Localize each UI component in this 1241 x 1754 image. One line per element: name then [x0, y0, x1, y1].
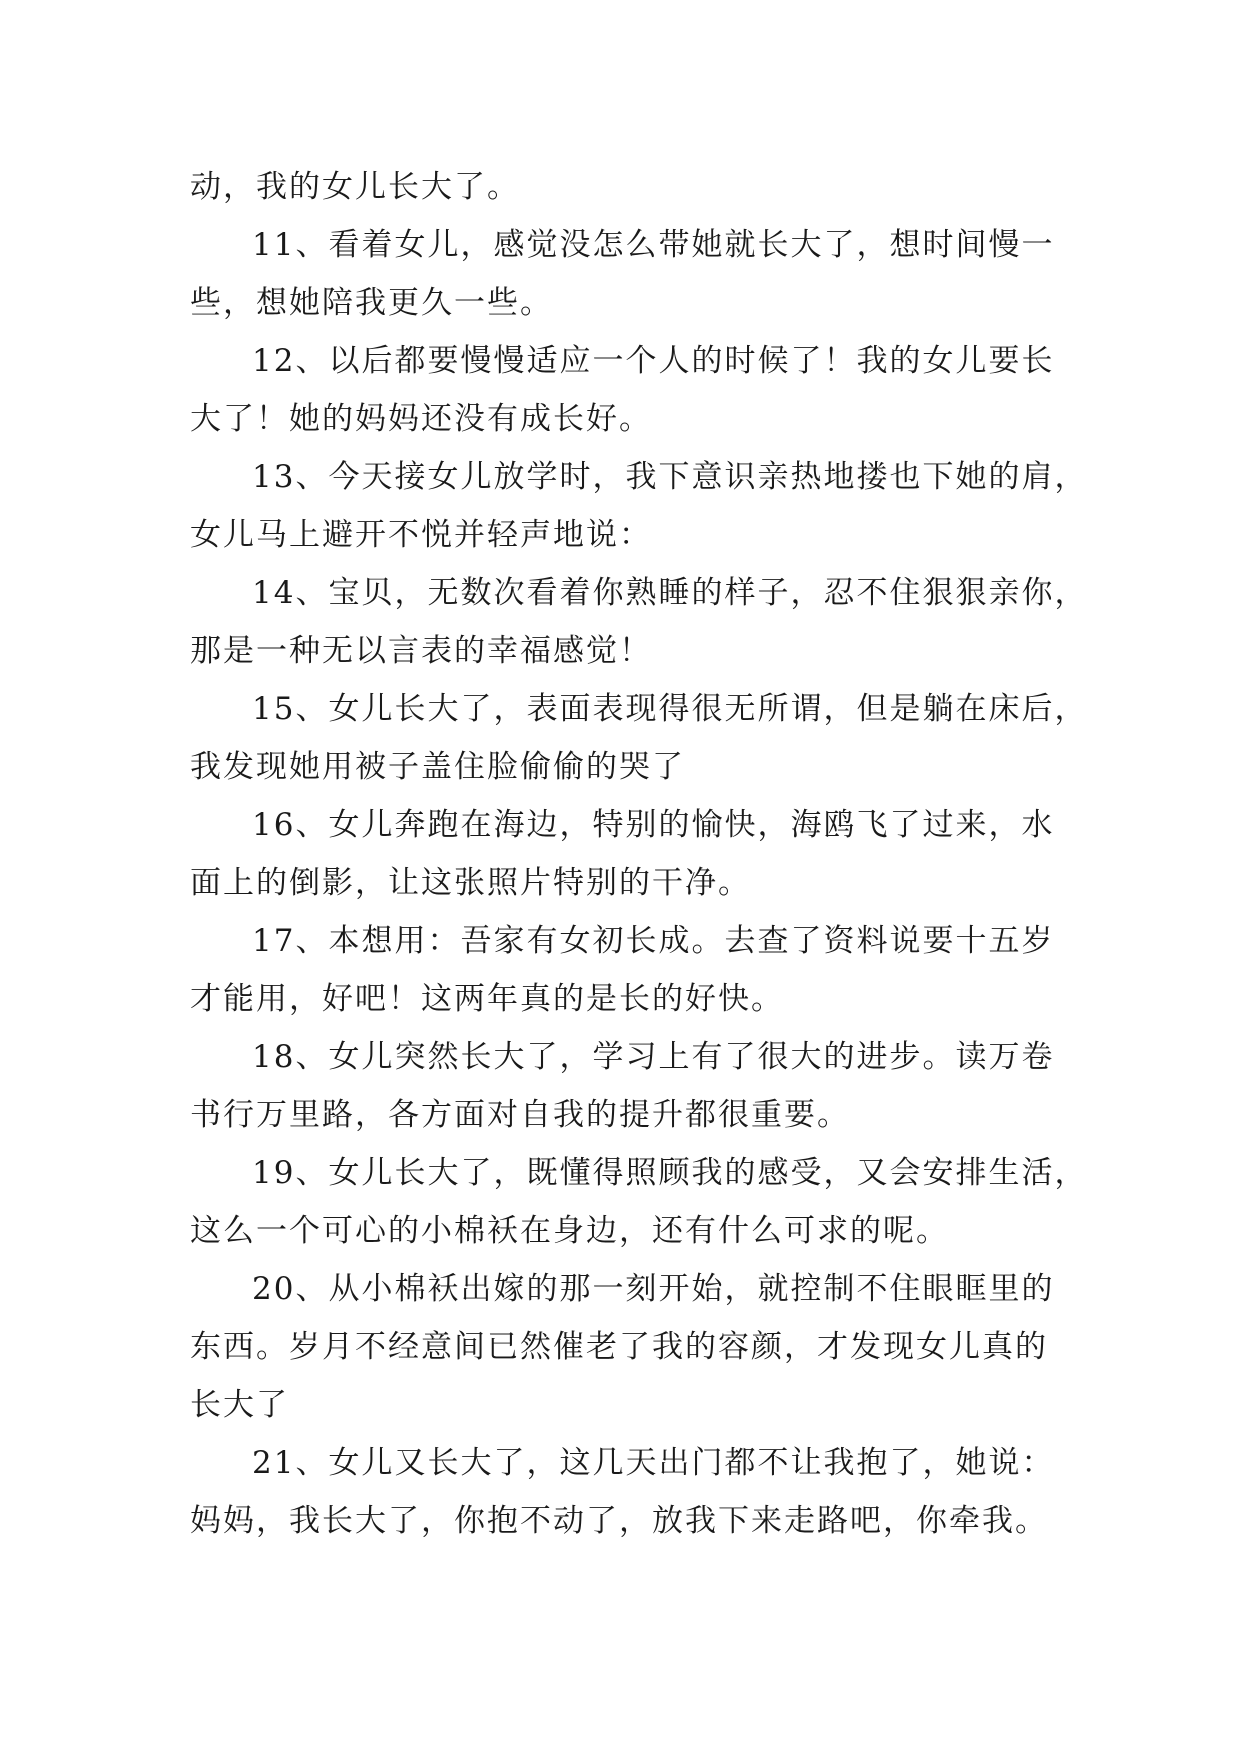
paragraph-item-11	[190, 216, 1070, 332]
paragraph-line: 我发现她用被子盖住脸偷偷的哭了	[190, 749, 685, 785]
paragraph-item-17	[190, 912, 1070, 1028]
paragraph-item-16	[190, 796, 1070, 912]
paragraph-line: 20、从小棉袄出嫁的那一刻开始，就控制不住眼眶里的	[252, 1271, 1055, 1307]
paragraph-item-13	[190, 448, 1088, 564]
paragraph-line: 东西。岁月不经意间已然催老了我的容颜，才发现女儿真的	[190, 1329, 1048, 1365]
paragraph-line: 那是一种无以言表的幸福感觉！	[190, 633, 652, 669]
paragraph-line: 才能用，好吧！这两年真的是长的好快。	[190, 981, 784, 1017]
paragraph-line: 大了！她的妈妈还没有成长好。	[190, 401, 652, 437]
paragraph-line: 21、女儿又长大了，这几天出门都不让我抱了，她说：	[252, 1445, 1055, 1481]
paragraph-continuation	[190, 158, 1070, 216]
paragraph-line: 16、女儿奔跑在海边，特别的愉快，海鸥飞了过来，水	[252, 807, 1055, 843]
paragraph-line: 些，想她陪我更久一些。	[190, 285, 553, 321]
paragraph-item-20	[190, 1260, 1070, 1434]
paragraph-line: 18、女儿突然长大了，学习上有了很大的进步。读万卷	[252, 1039, 1055, 1075]
paragraph-line: 动，我的女儿长大了。	[190, 169, 520, 205]
paragraph-item-14	[190, 564, 1088, 680]
paragraph-item-18	[190, 1028, 1070, 1144]
paragraph-line: 书行万里路，各方面对自我的提升都很重要。	[190, 1097, 850, 1133]
document-body	[190, 158, 1088, 1550]
paragraph-line: 11、看着女儿，感觉没怎么带她就长大了，想时间慢一	[252, 227, 1055, 263]
paragraph-line: 14、宝贝，无数次看着你熟睡的样子，忍不住狠狠亲你，	[252, 575, 1088, 611]
paragraph-line: 这么一个可心的小棉袄在身边，还有什么可求的呢。	[190, 1213, 949, 1249]
paragraph-line: 妈妈，我长大了，你抱不动了，放我下来走路吧，你牵我。	[190, 1503, 1048, 1539]
paragraph-line: 17、本想用：吾家有女初长成。去查了资料说要十五岁	[252, 923, 1055, 959]
paragraph-line: 女儿马上避开不悦并轻声地说：	[190, 517, 652, 553]
paragraph-line: 15、女儿长大了，表面表现得很无所谓，但是躺在床后，	[252, 691, 1088, 727]
paragraph-line: 13、今天接女儿放学时，我下意识亲热地搂也下她的肩，	[252, 459, 1088, 495]
paragraph-item-15	[190, 680, 1088, 796]
paragraph-item-21	[190, 1434, 1070, 1550]
paragraph-line: 19、女儿长大了，既懂得照顾我的感受，又会安排生活，	[252, 1155, 1088, 1191]
paragraph-line: 12、以后都要慢慢适应一个人的时候了！我的女儿要长	[252, 343, 1055, 379]
paragraph-line: 长大了	[190, 1387, 289, 1423]
paragraph-line: 面上的倒影，让这张照片特别的干净。	[190, 865, 751, 901]
paragraph-item-19	[190, 1144, 1088, 1260]
paragraph-item-12	[190, 332, 1070, 448]
